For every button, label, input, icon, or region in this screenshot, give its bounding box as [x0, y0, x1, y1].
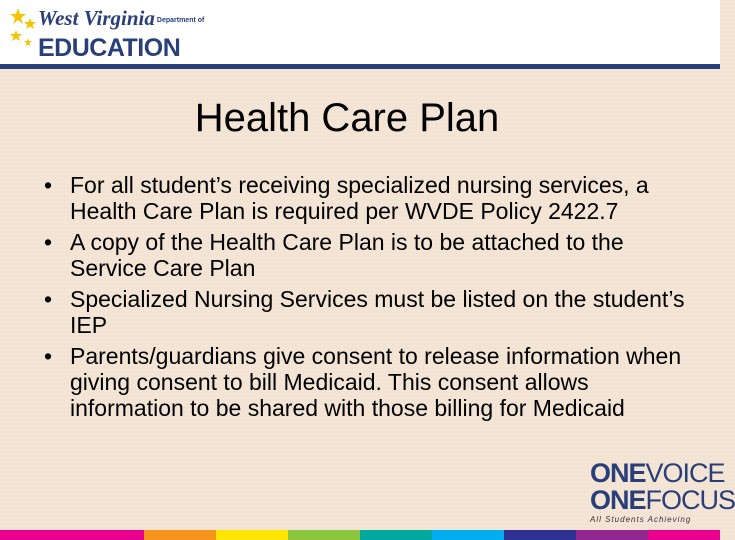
logo-one-2: ONE — [590, 485, 646, 515]
bullet-dot-icon: • — [44, 172, 53, 198]
bullet-item — [44, 343, 694, 421]
bullet-dot-icon: • — [44, 286, 53, 312]
star-cluster-icon — [8, 6, 42, 56]
color-stripe — [72, 530, 144, 540]
bullet-list — [44, 172, 694, 426]
logo-one-1: ONE — [590, 458, 646, 488]
color-stripe-bar — [0, 530, 720, 540]
bullet-item — [44, 286, 694, 338]
color-stripe — [360, 530, 432, 540]
color-stripe — [648, 530, 720, 540]
logo-wordmark: West Virginia — [38, 6, 155, 30]
color-stripe — [432, 530, 504, 540]
color-stripe — [576, 530, 648, 540]
bullet-text: A copy of the Health Care Plan is to be attached to the Service Care Plan — [70, 229, 624, 281]
one-voice-one-focus-logo — [590, 458, 735, 524]
bullet-text: For all student’s receiving specialized nursing services, a Health Care Plan is required per WVDE Policy 2422.7 — [70, 172, 649, 224]
color-stripe — [144, 530, 216, 540]
color-stripe — [216, 530, 288, 540]
bullet-dot-icon: • — [44, 343, 53, 369]
header-divider — [0, 64, 720, 69]
bullet-text: Parents/guardians give consent to release information when giving consent to bill Medicaid. This consent allows information to be shared with those billing for Medicaid — [70, 343, 682, 421]
logo-focus: FOCUS — [645, 485, 735, 515]
logo-department: Department of — [156, 16, 205, 24]
bullet-item — [44, 172, 694, 224]
bullet-dot-icon: • — [44, 229, 53, 255]
logo-tagline: All Students Achieving — [590, 515, 692, 524]
bullet-text: Specialized Nursing Services must be listed on the student’s IEP — [70, 286, 685, 338]
color-stripe — [288, 530, 360, 540]
color-stripe — [0, 530, 72, 540]
bullet-item — [44, 229, 694, 281]
header-bar — [0, 0, 720, 64]
color-stripe — [504, 530, 576, 540]
logo-education: EDUCATION — [38, 34, 181, 62]
logo-voice: VOICE — [645, 458, 725, 488]
slide-title: Health Care Plan — [194, 96, 500, 140]
wvde-logo — [8, 4, 205, 62]
